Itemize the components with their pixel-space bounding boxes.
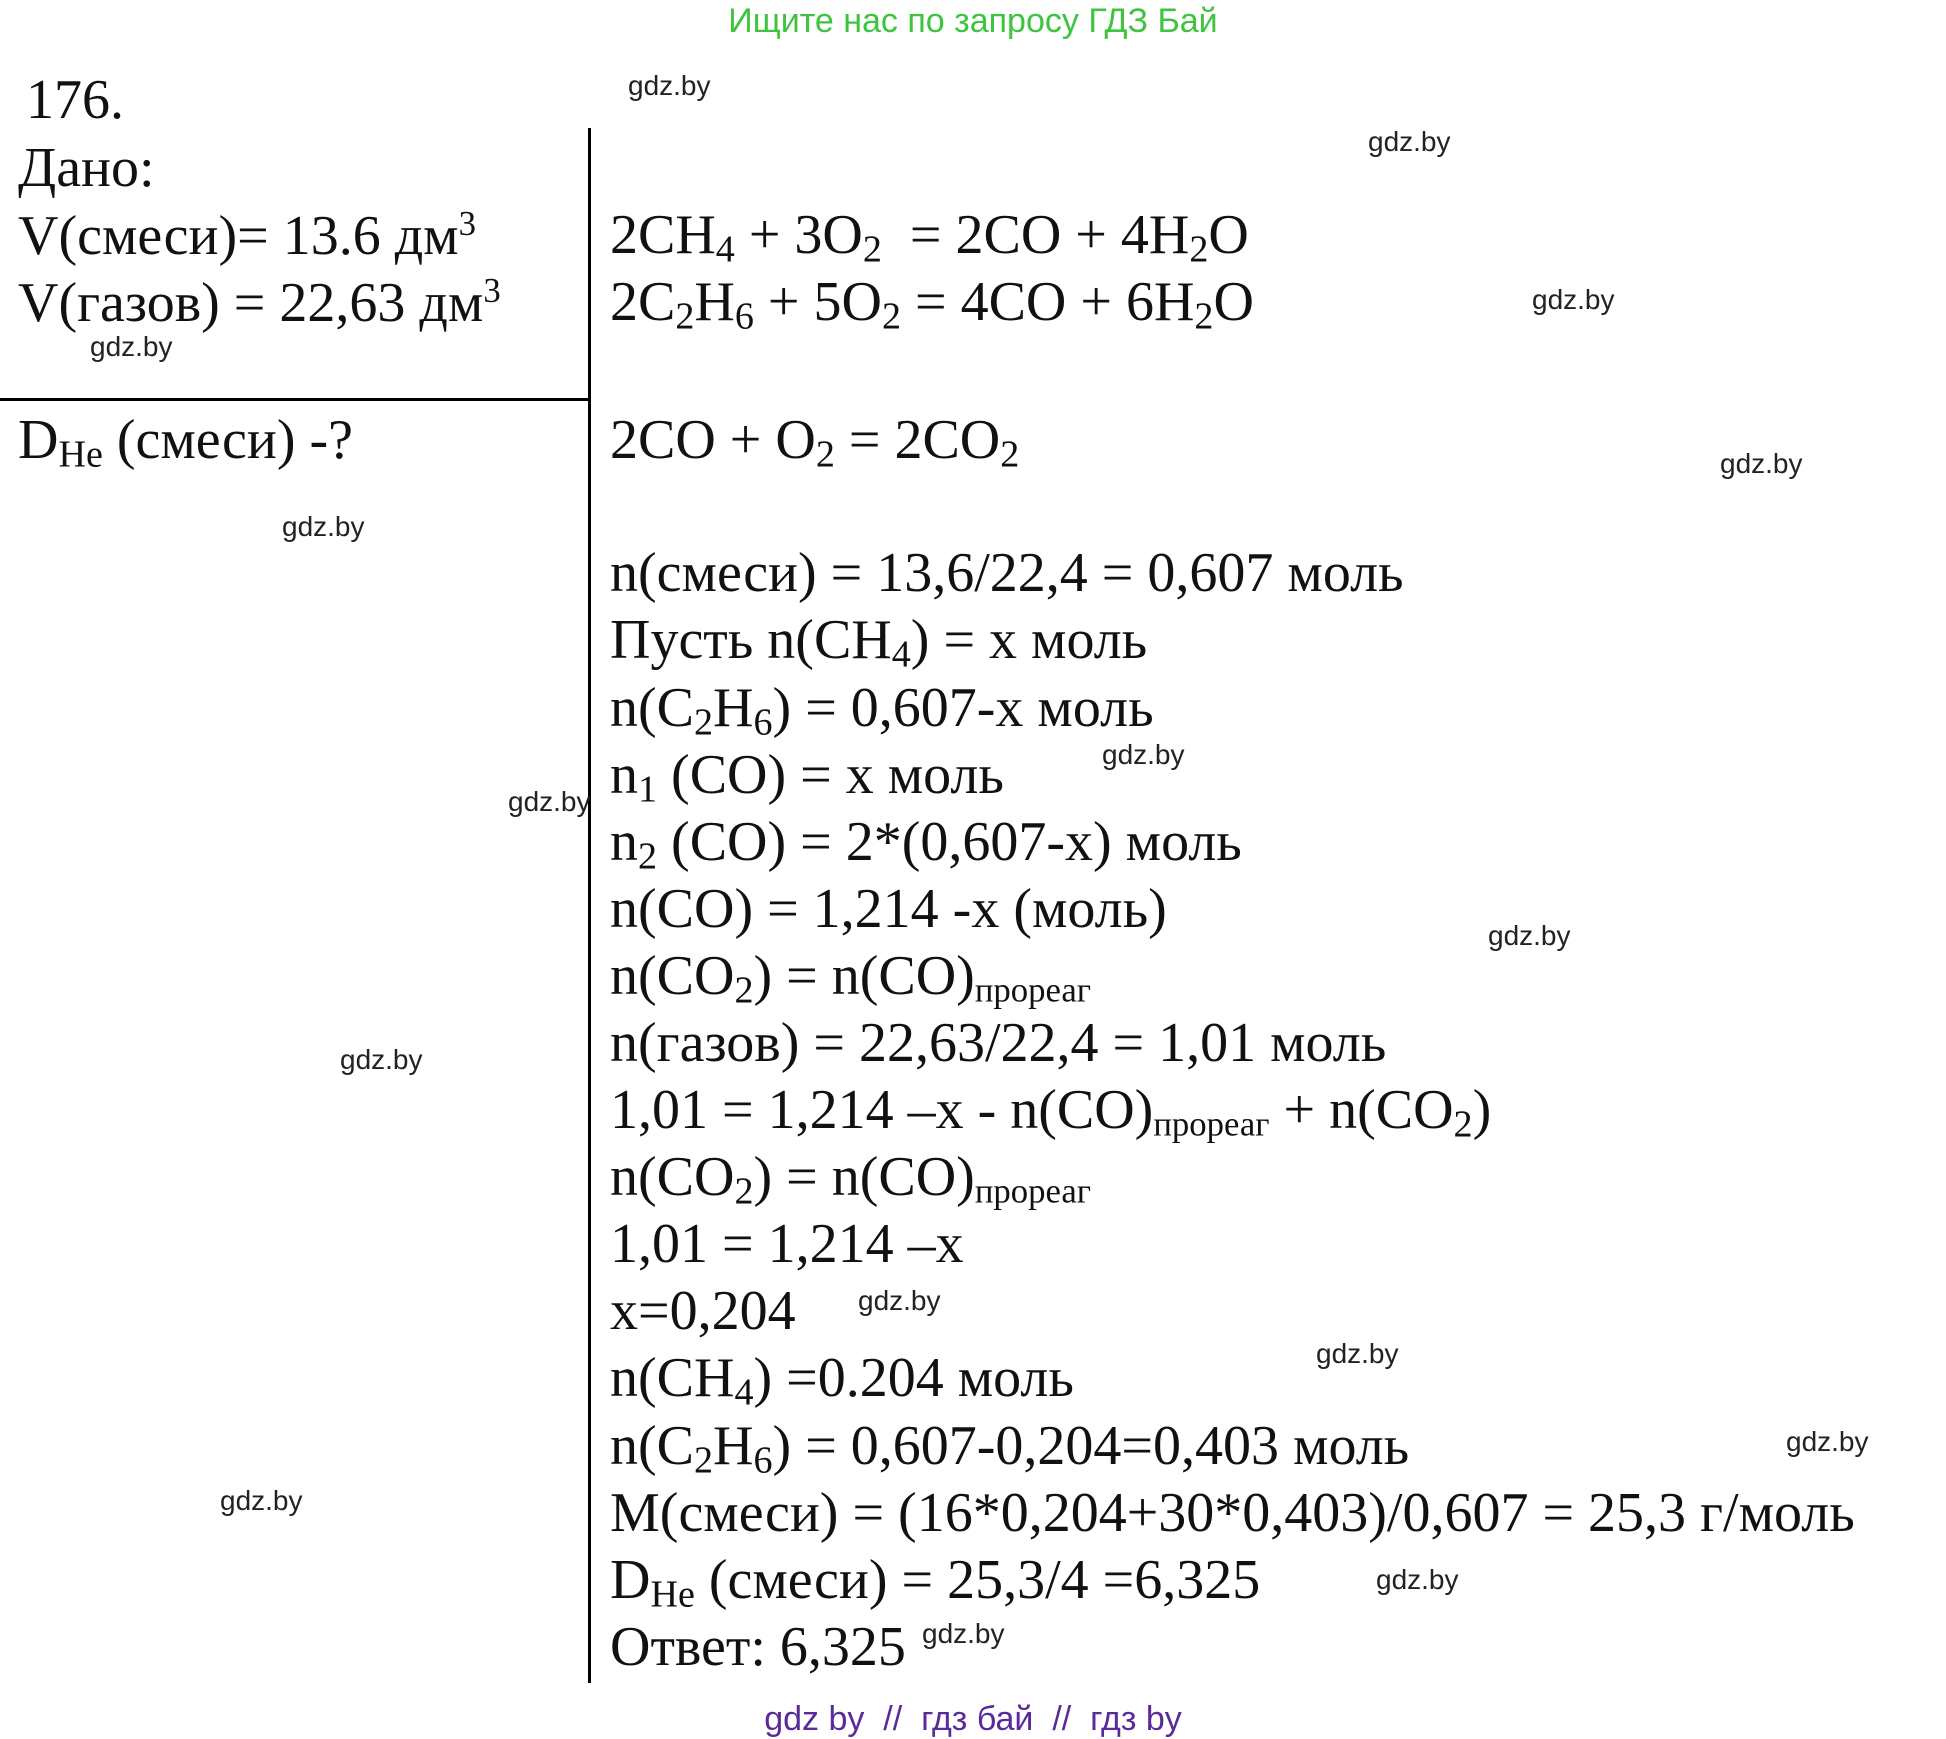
- vertical-divider: [588, 128, 591, 1683]
- solution-line-5: $n_2$ (CO) = 2*(0,607-x) моль: [610, 811, 1242, 878]
- solution-line-2: Пусть $n(CH_4) = x$ моль: [610, 609, 1148, 676]
- solution-line-1: n(смеси) = 13,6/22,4 = 0,607 моль: [610, 542, 1404, 604]
- solution-line-8: n(газов) = 22,63/22,4 = 1,01 моль: [610, 1012, 1387, 1074]
- watermark: gdz.by: [508, 786, 591, 817]
- given-volume-gases: V(газов) = 22,63 $дм^3$: [18, 271, 501, 335]
- solution-line-9: 1,01 = 1,214 $-x - n(CO)_{прореаг} + n(CO_2)$: [610, 1079, 1492, 1146]
- solution-line-3: $n(C_2H_6) = 0,607-x$ моль: [610, 677, 1154, 744]
- solution-line-11: 1,01 = 1,214 –x: [610, 1213, 964, 1275]
- solution-line-12: x=0,204: [610, 1280, 796, 1342]
- equation-co-oxidation: $2CO + O_2 = 2CO_2$: [610, 409, 1020, 476]
- watermark: gdz.by: [858, 1285, 941, 1316]
- solution-line-13: $n(CH_4) =0.204$ моль: [610, 1347, 1074, 1414]
- equation-ethane-combustion: $2C_2H_6 + 5O_2 = 4CO + 6H_2O$: [610, 271, 1254, 338]
- site-footer: [0, 1700, 1946, 1739]
- watermark: gdz.by: [1368, 126, 1451, 157]
- watermark: gdz.by: [220, 1485, 303, 1516]
- search-banner: Ищите нас по запросу ГДЗ Бай: [728, 2, 1218, 40]
- horizontal-divider: [0, 398, 590, 401]
- solution-line-4: $n_1$ (CO) = x моль: [610, 744, 1004, 811]
- answer-line: Ответ: 6,325: [610, 1616, 906, 1678]
- solution-line-6: n(CO) = 1,214 -x (моль): [610, 878, 1167, 940]
- solution-line-7: $n(CO_2) = n(CO)_{прореаг}$: [610, 945, 1091, 1012]
- equation-methane-combustion: $2CH_4 + 3O_2 = 2CO + 4H_2O$: [610, 204, 1249, 271]
- solution-line-10: $n(CO_2) = n(CO)_{прореаг}$: [610, 1146, 1091, 1213]
- watermark: gdz.by: [90, 331, 173, 362]
- watermark: gdz.by: [628, 70, 711, 101]
- watermark: gdz.by: [1720, 448, 1803, 479]
- given-volume-mixture: V(смеси)= 13.6 $дм^3$: [18, 204, 476, 268]
- watermark: gdz.by: [1488, 920, 1571, 951]
- watermark: gdz.by: [922, 1618, 1005, 1649]
- watermark: gdz.by: [1316, 1338, 1399, 1369]
- solution-line-15: M(смеси) = (16*0,204+30*0,403)/0,607 = 25,3 г/моль: [610, 1482, 1855, 1544]
- watermark: gdz.by: [1786, 1426, 1869, 1457]
- watermark: gdz.by: [282, 511, 365, 542]
- solution-line-14: $n(C_2H_6) = 0,607-0,204=0,403$ моль: [610, 1415, 1410, 1482]
- find-relative-density: $D_{He}$ (смеси) -?: [18, 409, 354, 476]
- watermark: gdz.by: [1102, 739, 1185, 770]
- solution-line-16: $D_{He}$ (смеси) = 25,3/4 =6,325: [610, 1549, 1261, 1616]
- problem-number: 176.: [26, 69, 124, 131]
- watermark: gdz.by: [1532, 284, 1615, 315]
- given-label: Дано:: [18, 137, 155, 199]
- watermark: gdz.by: [340, 1044, 423, 1075]
- footer-text: gdz by // гдз бай // гдз by: [764, 1700, 1182, 1738]
- watermark: gdz.by: [1376, 1564, 1459, 1595]
